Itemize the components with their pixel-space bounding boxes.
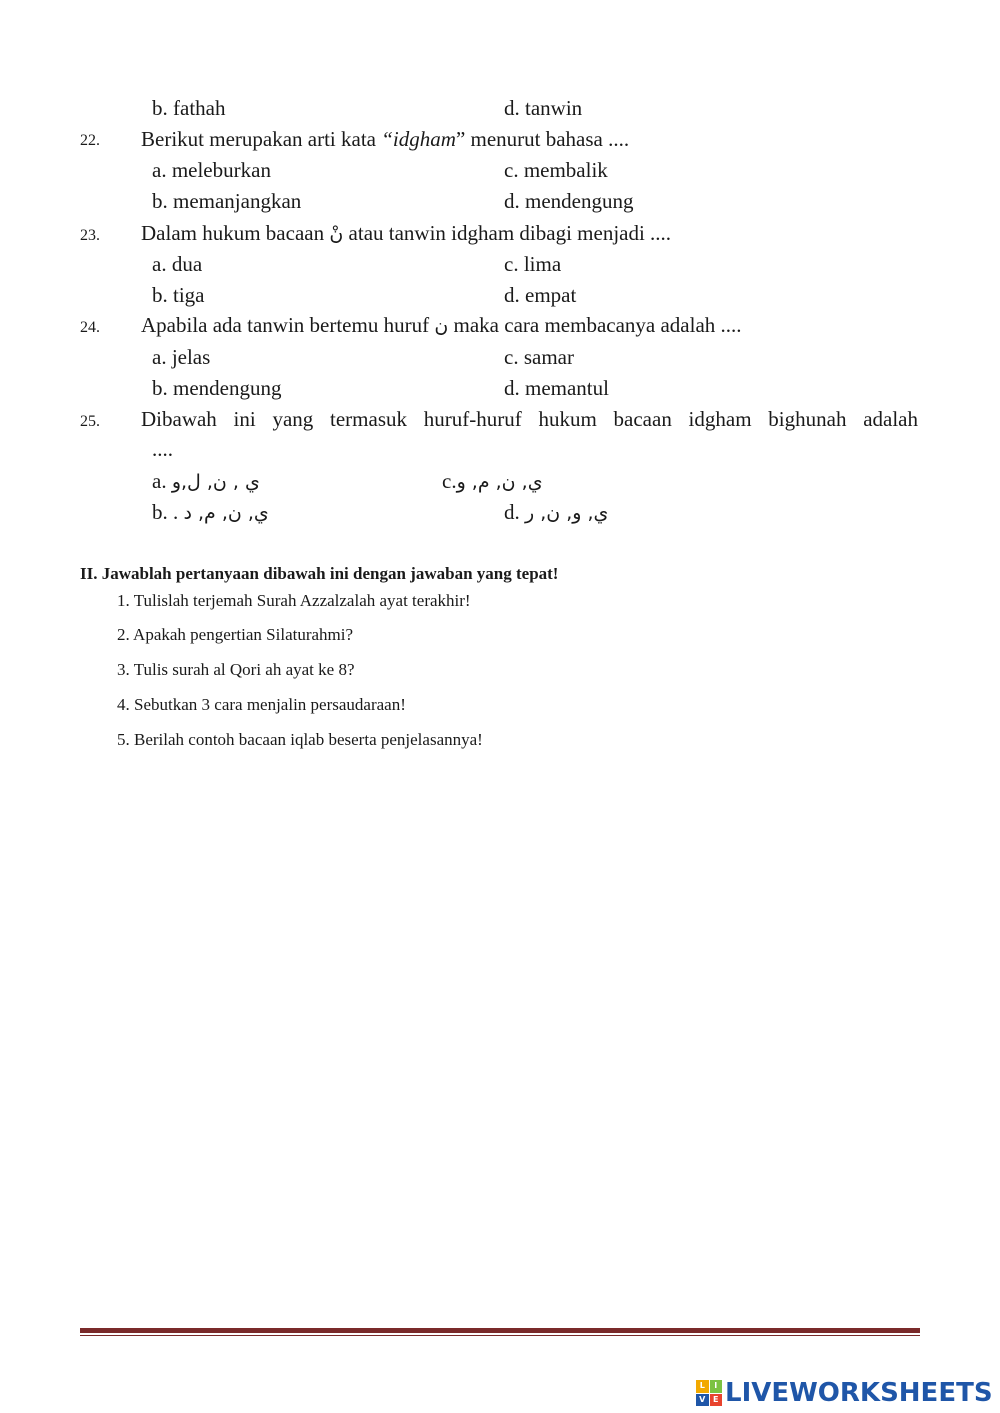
question-text [141, 221, 671, 246]
option-b: b. memanjangkan [152, 189, 302, 213]
question-text-part: atau tanwin idgham dibagi menjadi .... [348, 221, 672, 245]
option-label: b. . [152, 500, 179, 524]
option-d [504, 500, 608, 525]
arabic-letters: ي, ن, م, د [183, 502, 269, 524]
essay-question: 3. Tulis surah al Qori ah ayat ke 8? [117, 660, 355, 679]
option-label: a. [152, 469, 167, 493]
option-b: b. tiga [152, 283, 205, 307]
option-label: d. [504, 500, 520, 524]
arabic-letter: نْ [329, 223, 344, 245]
question-number: 22. [80, 132, 100, 149]
essay-question: 1. Tulislah terjemah Surah Azzalzalah ayat terakhir! [117, 591, 471, 610]
question-text-part: maka cara membacanya adalah .... [453, 313, 742, 337]
logo-text: LIVEWORKSHEETS [725, 1378, 993, 1408]
arabic-letters: ي, ن, م, و [456, 471, 543, 493]
logo-icon-tile: E [710, 1394, 723, 1407]
option-d: d. empat [504, 283, 577, 307]
logo-icon-tile: V [696, 1394, 709, 1407]
option-c: c. membalik [504, 158, 608, 182]
section-heading: II. Jawablah pertanyaan dibawah ini dengan jawaban yang tepat! [80, 564, 559, 583]
question-number: 24. [80, 319, 100, 336]
question-text-part: Berikut merupakan arti kata [141, 127, 382, 151]
question-text: Dibawah ini yang termasuk huruf-huruf hukum bacaan idgham bighunah adalah [141, 407, 918, 431]
option-a [152, 469, 260, 494]
option-b [152, 500, 269, 525]
option-b: b. mendengung [152, 376, 282, 400]
liveworksheets-logo-icon [696, 1380, 722, 1406]
footer-rule [80, 1328, 920, 1333]
option-label: c. [442, 469, 457, 493]
option-a: a. dua [152, 252, 203, 276]
question-number: 25. [80, 413, 100, 430]
question-text [141, 313, 742, 338]
option-c [442, 469, 543, 494]
option-d: d. mendengung [504, 189, 634, 213]
logo-icon-tile: L [696, 1380, 709, 1393]
option-d: d. tanwin [504, 96, 583, 120]
arabic-letters: ي, و, ن, ر [525, 502, 609, 524]
liveworksheets-logo [696, 1378, 993, 1408]
option-c: c. lima [504, 252, 562, 276]
essay-question: 4. Sebutkan 3 cara menjalin persaudaraan! [117, 695, 406, 714]
option-c: c. samar [504, 345, 574, 369]
logo-icon-tile: I [710, 1380, 723, 1393]
essay-question: 5. Berilah contoh bacaan iqlab beserta penjelasannya! [117, 730, 483, 749]
question-text-part: ” menurut bahasa .... [455, 127, 630, 151]
footer-rule-thin [80, 1335, 920, 1336]
question-text-italic: “idgham [381, 127, 456, 151]
option-a: a. jelas [152, 345, 211, 369]
question-text [141, 127, 629, 152]
option-d: d. memantul [504, 376, 609, 400]
essay-question: 2. Apakah pengertian Silaturahmi? [117, 625, 354, 644]
arabic-letter: ن [434, 315, 449, 337]
question-number: 23. [80, 227, 100, 244]
question-text-part: Dalam hukum bacaan [141, 221, 325, 245]
option-b: b. fathah [152, 96, 226, 120]
option-a: a. meleburkan [152, 158, 271, 182]
arabic-letters: ي , ن, ل,و [171, 471, 260, 493]
question-text-part: Apabila ada tanwin bertemu huruf [141, 313, 430, 337]
question-text-continuation: .... [152, 437, 173, 461]
